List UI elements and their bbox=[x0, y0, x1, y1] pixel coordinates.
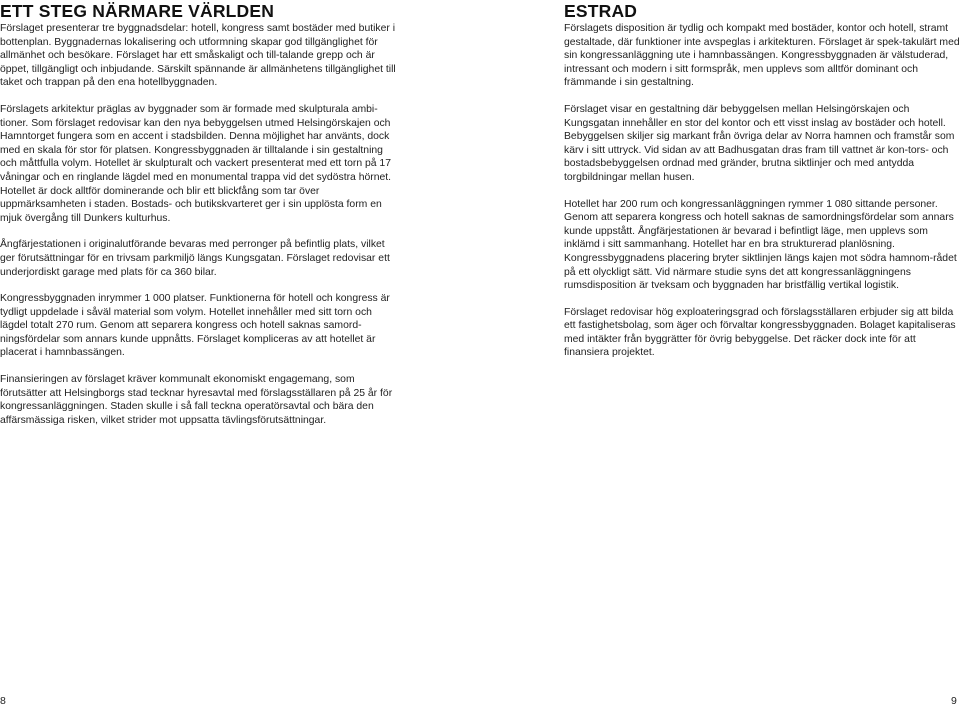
body-paragraph-financing: Finansieringen av förslaget kräver kommunalt ekonomiskt engagemang, som förutsätter att Helsingborgs stad tecknar hyresavtal med förslagsställaren på 25 år för kongressanläggningen. Staden skulle i så fall teckna operatörsavtal och bära den affärsmässiga risken, vilket strider mot uppsatta tävlingsförutsättningar. bbox=[0, 374, 393, 426]
intro-paragraph-ett-steg: Förslaget presenterar tre byggnadsdelar: hotell, kongress samt bostäder med butiker i bottenplan. Byggnadernas lokalisering och utformning skapar god tillgänglighet för allmänhet och besökare. Förslaget har ett småskaligt och till-talande grepp och är öppet, tillgängligt och inbjudande. Särskilt spännande är allmänhetens tillgänglighet till taket och trappan på den ena hotellbyggnaden. bbox=[0, 23, 396, 89]
section-heading-estrad: ESTRAD bbox=[564, 1, 638, 21]
page-number-right: 9 bbox=[951, 695, 957, 707]
intro-paragraph-estrad: Förslagets disposition är tydlig och kompakt med bostäder, kontor och hotell, stramt gestaltade, där funktioner inte avspeglas i arkitekturen. Förslaget är spek-takulärt med sin kongressanläggning ute i hamnbassängen. Kongressbyggnaden är välstuderad, intressant och modern i sitt formspråk, men upplevs som alltför dominant och främmande i sin gestaltning. bbox=[564, 23, 960, 89]
section-heading-ett-steg: ETT STEG NÄRMARE VÄRLDEN bbox=[0, 1, 275, 21]
body-paragraph-exploitation: Förslaget redovisar hög exploateringsgrad och förslagsställaren erbjuder sig att bilda ett fastighetsbolag, som äger och förvaltar kongressbyggnaden. Bolaget kapitaliseras med intäkter från byggrätter för övrig bebyggelse. Det räcker dock inte för att finansiera projektet. bbox=[564, 306, 956, 359]
body-paragraph-congress: Kongressbyggnaden inrymmer 1 000 platser. Funktionerna för hotell och kongress är tydligt uppdelade i såväl material som volym. Hotellet innehåller med sitt torn och lägdel totalt 270 rum. Genom att separera kongress och hotell saknas samord-ningsfördelar som annars kunde uppnåtts. Förslaget kompliceras av att hotellet är placerat i hamnbassängen. bbox=[0, 293, 390, 359]
page-number-left: 8 bbox=[0, 695, 6, 707]
right-page-column bbox=[564, 0, 960, 360]
body-paragraph-architecture: Förslagets arkitektur präglas av byggnader som är formade med skulpturala ambi-tioner. Som förslaget redovisar kan den nya bebyggelsen utmed Helsingörskajen och Hamntorget fungera som en accent i stadsbilden. Denna möjlighet har använts, dock med en skala för stor för platsen. Kongressbyggnaden är tilltalande i sin gestaltning och måttfulla volym. Hotellet är skulpturalt och vackert presenterat med ett torn på 17 våningar och en ringlande lägdel med en monumental trappa vid det sydöstra hörnet. Hotellet är dock alltför dominerande och blir ett blickfång som tar över uppmärksamheten i staden. Bostads- och butikskvarteret ger i sin upplösta form en mjuk övergång till Dunkers kulturhus. bbox=[0, 103, 392, 224]
body-paragraph-hotel: Hotellet har 200 rum och kongressanläggningen rymmer 1 080 sittande personer. Genom att separera kongress och hotell saknas de samordningsfördelar som annars kunde uppstått. Ångfärjestationen är bevarad i befintligt läge, men upplevs som inklämd i sitt sammanhang. Hotellet har en bra strukturerad planlösning. Kongressbyggnadens placering bryter siktlinjen längs kajen mot södra hamnom-rådet på ett olyckligt sätt. Vid närmare studie syns det att kongressanläggningens rumsdisposition är tveksam och byggnaden har bristfällig vertikal logistik. bbox=[564, 198, 957, 292]
left-page-column bbox=[0, 0, 400, 427]
body-paragraph-ferry-station: Ångfärjestationen i originalutförande bevaras med perronger på befintlig plats, vilket ger förutsättningar för en trivsam parkmiljö längs Kungsgatan. Förslaget redovisar ett underjordiskt garage med plats för ca 360 bilar. bbox=[0, 239, 390, 278]
body-paragraph-layout: Förslaget visar en gestaltning där bebyggelsen mellan Helsingörskajen och Kungsgatan innehåller en stor del kontor och ett visst inslag av bostäder och hotell. Bebyggelsen skiljer sig markant från övriga delar av Norra hamnen och framstår som kärv i sitt uttryck. Vid sidan av att Badhusgatan dras fram till vattnet är kon-tors- och bostadsbebyggelsen ordnad med gränder, brutna siktlinjer och med antydda torgbildningar mellan husen. bbox=[564, 103, 955, 183]
